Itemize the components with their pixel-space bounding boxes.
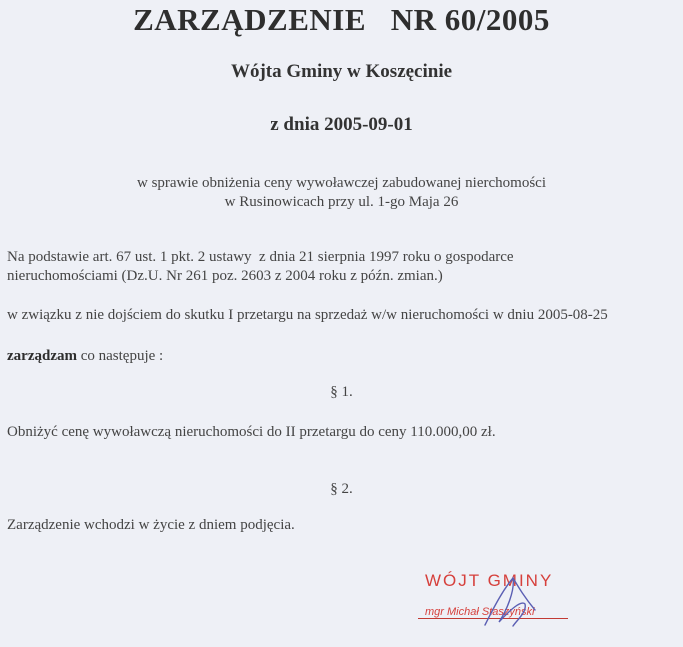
decree-bold: zarządzam	[7, 348, 77, 364]
section-2-heading: § 2.	[330, 481, 353, 497]
stamp-title: WÓJT GMINY	[425, 571, 554, 590]
subject-line-2: w Rusinowicach przy ul. 1-go Maja 26	[224, 194, 459, 210]
section-1-heading: § 1.	[330, 384, 353, 400]
document-issuer: Wójta Gminy w Koszęcinie	[230, 61, 453, 82]
decree-paragraph	[7, 347, 163, 366]
decree-rest: co następuje :	[76, 348, 164, 364]
handwritten-signature	[455, 570, 565, 630]
section-1-text: Obniżyć cenę wywoławczą nieruchomości do II przetargu do ceny 110.000,00 zł.	[7, 424, 496, 440]
section-2-text: Zarządzenie wchodzi w życie z dniem podjęcia.	[7, 517, 295, 533]
legal-basis-line-1: Na podstawie art. 67 ust. 1 pkt. 2 ustawy z dnia 21 sierpnia 1997 roku o gospodarce	[7, 249, 514, 265]
document-title: ZARZĄDZENIE NR 60/2005	[133, 2, 550, 37]
document-subject	[0, 174, 683, 212]
subject-line-1: w sprawie obniżenia ceny wywoławczej zabudowanej nierchomości	[136, 175, 546, 191]
legal-basis	[7, 248, 607, 286]
document-date: z dnia 2005-09-01	[270, 114, 413, 135]
stamp-name: mgr Michał Staszyński	[425, 606, 535, 618]
context-paragraph: w związku z nie dojściem do skutku I przetargu na sprzedaż w/w nieruchomości w dniu 2005-08-25	[7, 307, 608, 323]
legal-basis-line-2: nieruchomościami (Dz.U. Nr 261 poz. 2603 z 2004 roku z późn. zmian.)	[7, 268, 443, 284]
